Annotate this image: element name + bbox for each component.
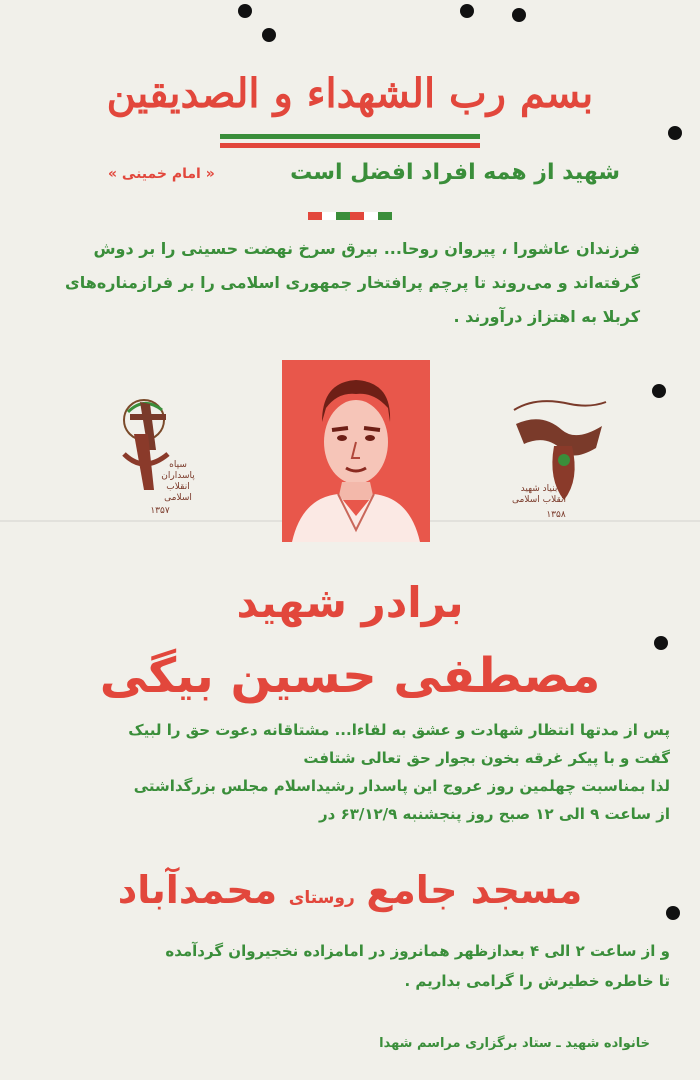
intro-line: فرزندان عاشورا ، پیروان روحا... بیرق سرخ نهضت حسینی را بر دوش [93, 239, 640, 258]
body-line: پس از مدتها انتظار شهادت و عشق به لقاءا... مشتاقانه دعوت حق را لبیک [128, 721, 670, 739]
closing-line: و از ساعت ۲ الی ۴ بعدازظهر همانروز در امامزاده نخجیروان گردآمده [165, 942, 670, 960]
quote-author: « امام خمینی » [108, 166, 215, 182]
body-line: از ساعت ۹ الی ۱۲ صبح روز پنجشنبه ۶۳/۱۲/۹ در [319, 805, 670, 823]
martyr-portrait-icon [282, 360, 430, 542]
intro-line: کربلا به اهتزاز درآورند . [453, 307, 640, 326]
intro-paragraph [60, 232, 640, 334]
signature-footer: خانواده شهید ـ ستاد برگزاری مراسم شهدا [379, 1036, 650, 1051]
ceremony-paragraph [40, 716, 670, 828]
martyr-foundation-emblem [506, 390, 616, 522]
punch-hole [666, 906, 680, 920]
bismillah-heading: بسم رب الشهداء و الصدیقین [106, 70, 594, 117]
venue-village-label: روستای [288, 888, 355, 908]
martyr-name: مصطفی حسین بیگی [99, 648, 601, 704]
martyr-title: برادر شهید [236, 578, 464, 627]
martyr-photo [282, 360, 430, 542]
khomeini-quote: شهید از همه افراد افضل است [290, 160, 620, 185]
irgc-emblem-icon [104, 394, 204, 524]
punch-hole [262, 28, 276, 42]
irgc-caption: سپاه پاسداران انقلاب اسلامی [161, 460, 195, 503]
body-line: لذا بمناسبت چهلمین روز عروج این پاسدار رشیداسلام مجلس بزرگداشتی [133, 777, 670, 795]
irgc-year: ۱۳۵۷ [150, 506, 170, 516]
intro-line: گرفته‌اند و می‌روند تا پرچم پرافتخار جمهوری اسلامی را بر فرازمناره‌های [65, 273, 640, 292]
punch-hole [512, 8, 526, 22]
punch-hole [652, 384, 666, 398]
closing-paragraph [40, 936, 670, 996]
irgc-emblem [104, 394, 204, 524]
foundation-year: ۱۳۵۸ [546, 510, 566, 520]
divider-green [220, 134, 480, 139]
punch-hole [668, 126, 682, 140]
venue-village: محمدآباد [117, 868, 278, 912]
closing-line: تا خاطره خطیرش را گرامی بداریم . [404, 972, 670, 990]
body-line: گفت و با پیکر غرقه بخون بجوار حق تعالی شتافت [303, 749, 670, 767]
divider-red [220, 143, 480, 148]
venue-mosque: مسجد جامع [366, 868, 583, 912]
venue-heading [40, 868, 660, 912]
flag-ornament [308, 212, 392, 220]
punch-hole [460, 4, 474, 18]
foundation-caption: بنیاد شهید انقلاب اسلامی [512, 484, 566, 505]
punch-hole [238, 4, 252, 18]
